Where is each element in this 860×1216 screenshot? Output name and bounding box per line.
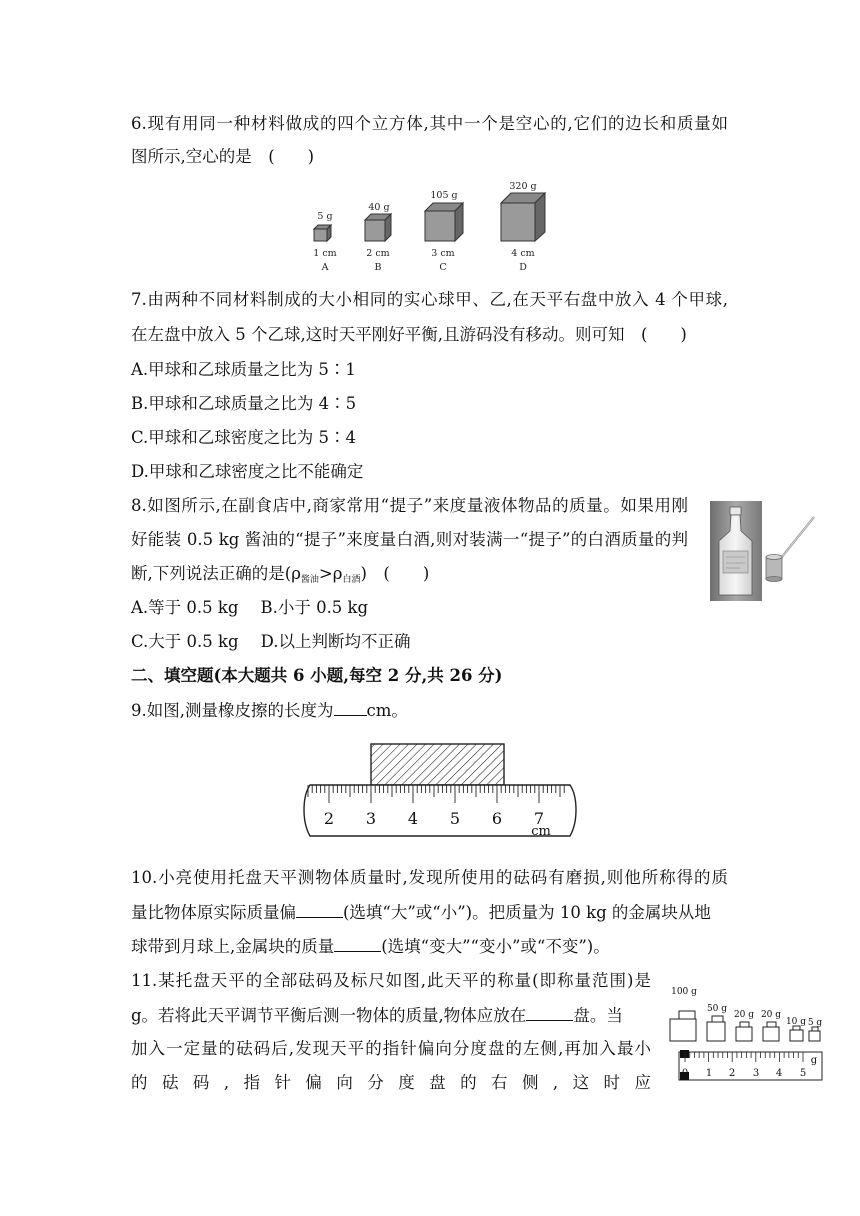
cube-c-letter: C (439, 262, 447, 273)
scale-unit: g (810, 1055, 818, 1066)
q10-line1: 10.小亮使用托盘天平测物体质量时,发现所使用的砝码有磨损,则他所称得的质 (131, 868, 728, 887)
scale-label-4: 4 (775, 1068, 783, 1079)
ruler-label-4: 4 (407, 809, 419, 828)
ruler-label-2: 2 (323, 809, 335, 828)
ruler-unit: cm (531, 824, 551, 839)
q11-line1: 11.某托盘天平的全部砝码及标尺如图,此天平的称量(即称量范围)是 (131, 971, 651, 990)
cube-c-edge: 3 cm (431, 248, 455, 259)
cube-d-mass: 320 g (509, 181, 537, 192)
q7-option-d: D.甲球和乙球密度之比不能确定 (131, 462, 364, 481)
cube-b-letter: B (374, 262, 382, 273)
ruler-figure (300, 742, 580, 840)
cube-d-edge: 4 cm (511, 248, 535, 259)
cube-b (365, 214, 391, 241)
q10-answer-blank-1 (296, 901, 343, 918)
q11-answer-blank (526, 1004, 573, 1021)
weight-5g: 5 g (807, 1018, 823, 1028)
weight-20g-1: 20 g (733, 1010, 755, 1020)
q7-option-b: B.甲球和乙球质量之比为 4∶5 (131, 394, 357, 413)
q11-line4: 的砝码,指针偏向分度盘的右侧,这时应 (131, 1073, 651, 1092)
q8-line2: 好能装 0.5 kg 酱油的“提子”来度量白酒,则对装满一“提子”的白酒质量的判 (131, 530, 688, 549)
cube-c-mass: 105 g (430, 190, 458, 201)
ruler-label-7: 7 (533, 809, 545, 828)
q7-line2: 在左盘中放入 5 个乙球,这时天平刚好平衡,且游码没有移动。则可知 ( ) (131, 325, 687, 344)
q7-option-a: A.甲球和乙球质量之比为 5∶1 (131, 360, 356, 379)
q11-line3: 加入一定量的砝码后,发现天平的指针偏向分度盘的左侧,再加入最小 (131, 1039, 651, 1058)
cube-b-edge: 2 cm (366, 248, 390, 259)
cube-c (425, 203, 463, 241)
scale-label-2: 2 (728, 1068, 736, 1079)
q11-line2: g。若将此天平调节平衡后测一物体的质量,物体应放在 盘。当 (131, 1006, 623, 1025)
weight-20g-2: 20 g (760, 1010, 782, 1020)
q10-answer-blank-2 (334, 935, 381, 952)
q10-line2: 量比物体原实际质量偏 (选填“大”或“小”)。把质量为 10 kg 的金属块从地 (131, 903, 711, 922)
cube-a-edge: 1 cm (313, 248, 337, 259)
q9-text: 9.如图,测量橡皮擦的长度为 cm。 (131, 701, 408, 720)
ruler-label-5: 5 (449, 809, 461, 828)
ruler-label-3: 3 (365, 809, 377, 828)
scale-label-0: 0 (681, 1068, 689, 1079)
cube-b-mass: 40 g (368, 202, 390, 213)
q10-line3: 球带到月球上,金属块的质量 (选填“变大”“变小”或“不变”)。 (131, 937, 610, 956)
cube-a-mass: 5 g (317, 211, 333, 222)
q7-line1: 7.由两种不同材料制成的大小相同的实心球甲、乙,在天平右盘中放入 4 个甲球, (131, 290, 728, 309)
q6-line2: 图所示,空心的是 ( ) (131, 147, 315, 166)
weights-scale-figure (668, 984, 824, 1084)
cube-a (314, 225, 331, 241)
scale-label-1: 1 (705, 1068, 713, 1079)
section-heading: 二、填空题(本大题共 6 小题,每空 2 分,共 26 分) (131, 666, 503, 685)
cube-d (501, 193, 545, 241)
weight-100g: 100 g (671, 987, 697, 997)
q8-options-row2: C.大于 0.5 kg D.以上判断均不正确 (131, 632, 411, 651)
q7-option-c: C.甲球和乙球密度之比为 5∶4 (131, 428, 357, 447)
cubes-figure (305, 180, 565, 276)
weight-50g: 50 g (706, 1004, 728, 1014)
cube-a-letter: A (321, 262, 329, 273)
q9-answer-blank (334, 699, 367, 716)
scale-label-5: 5 (799, 1068, 807, 1079)
q8-line1: 8.如图所示,在副食店中,商家常用“提子”来度量液体物品的质量。如果用刚 (131, 496, 688, 515)
q8-line3: 断,下列说法正确的是$(\rho_{酱油}>\rho_{白酒})$ ( ) (131, 564, 430, 585)
eraser (371, 744, 504, 785)
bottle-dipper-photo (710, 501, 822, 601)
cube-d-letter: D (519, 262, 527, 273)
q8-options-row1: A.等于 0.5 kg B.小于 0.5 kg (131, 598, 369, 617)
ruler-label-6: 6 (491, 809, 503, 828)
q6-line1: 6.现有用同一种材料做成的四个立方体,其中一个是空心的,它们的边长和质量如 (131, 114, 728, 133)
weight-10g: 10 g (785, 1017, 807, 1027)
scale-label-3: 3 (752, 1068, 760, 1079)
